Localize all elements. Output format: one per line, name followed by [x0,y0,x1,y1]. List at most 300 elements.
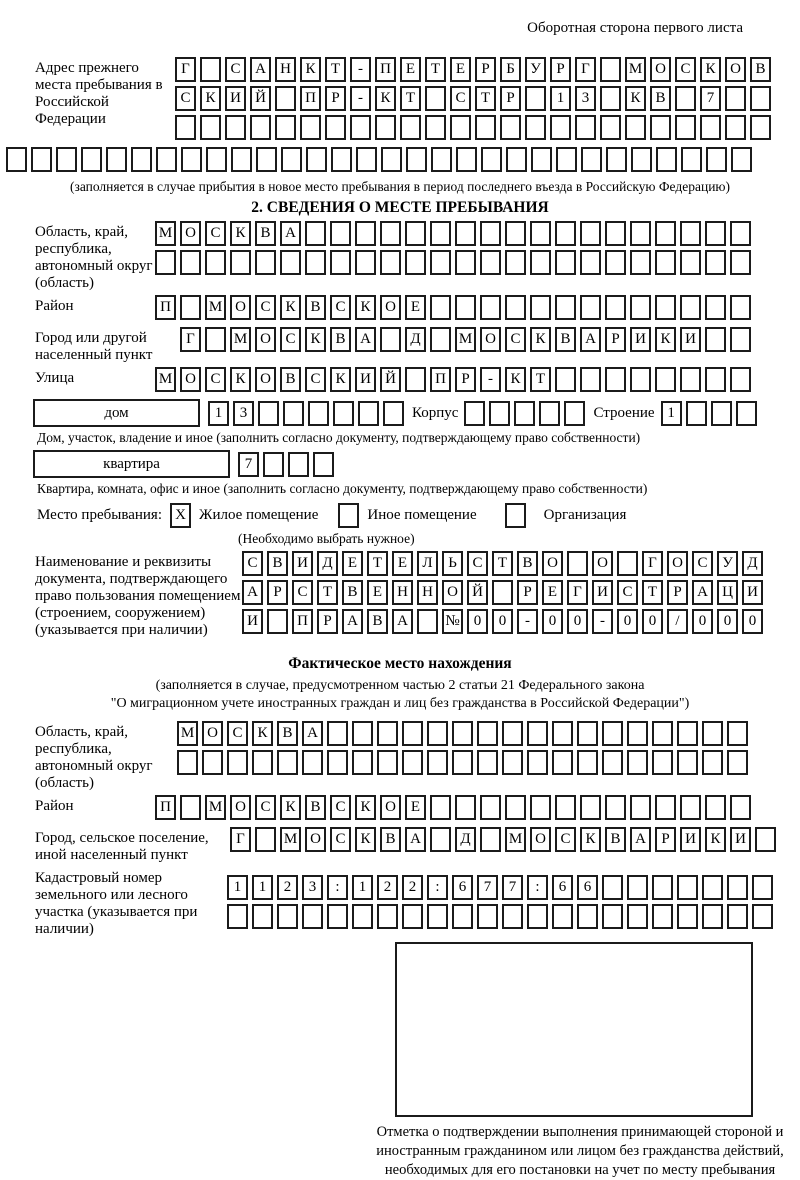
char-box[interactable] [502,750,523,775]
char-box[interactable] [313,452,334,477]
char-box[interactable] [230,250,251,275]
char-box[interactable] [527,721,548,746]
char-box[interactable]: Е [542,580,563,605]
char-box[interactable] [56,147,77,172]
char-box[interactable] [430,295,451,320]
char-box[interactable]: Е [450,57,471,82]
char-box[interactable] [480,295,501,320]
char-box[interactable]: В [605,827,626,852]
char-box[interactable] [277,904,298,929]
char-box[interactable]: 1 [208,401,229,426]
char-box[interactable]: - [592,609,613,634]
char-box[interactable]: 6 [552,875,573,900]
char-box[interactable]: Н [417,580,438,605]
char-box[interactable] [477,750,498,775]
char-box[interactable]: 1 [352,875,373,900]
char-box[interactable] [600,115,621,140]
char-box[interactable]: Р [605,327,626,352]
char-box[interactable] [402,721,423,746]
char-box[interactable] [427,721,448,746]
char-box[interactable]: М [205,295,226,320]
char-box[interactable]: Д [317,551,338,576]
char-box[interactable]: Б [500,57,521,82]
char-box[interactable]: В [277,721,298,746]
char-box[interactable] [677,750,698,775]
char-box[interactable] [580,295,601,320]
char-box[interactable] [430,827,451,852]
char-box[interactable] [550,115,571,140]
char-box[interactable] [680,795,701,820]
char-box[interactable] [302,750,323,775]
char-box[interactable]: И [592,580,613,605]
char-box[interactable]: Р [550,57,571,82]
char-box[interactable]: 0 [692,609,713,634]
char-box[interactable] [489,401,510,426]
char-box[interactable] [330,221,351,246]
char-box[interactable] [306,147,327,172]
char-box[interactable] [456,147,477,172]
char-box[interactable]: Н [275,57,296,82]
char-box[interactable]: К [700,57,721,82]
char-box[interactable]: М [505,827,526,852]
char-box[interactable] [480,221,501,246]
char-box[interactable]: 0 [492,609,513,634]
char-box[interactable] [552,750,573,775]
char-box[interactable] [677,721,698,746]
char-box[interactable]: А [250,57,271,82]
char-box[interactable] [630,250,651,275]
char-box[interactable]: П [375,57,396,82]
char-box[interactable] [480,250,501,275]
char-box[interactable]: Т [425,57,446,82]
char-box[interactable] [705,327,726,352]
char-box[interactable]: 0 [742,609,763,634]
char-box[interactable]: О [230,295,251,320]
char-box[interactable]: С [692,551,713,576]
char-box[interactable]: И [680,827,701,852]
char-box[interactable]: Ь [442,551,463,576]
char-box[interactable] [552,721,573,746]
char-box[interactable]: М [177,721,198,746]
char-box[interactable]: В [555,327,576,352]
char-box[interactable] [255,250,276,275]
char-box[interactable]: А [630,827,651,852]
char-box[interactable]: 7 [238,452,259,477]
char-box[interactable]: 0 [617,609,638,634]
char-box[interactable] [727,904,748,929]
char-box[interactable] [577,721,598,746]
char-box[interactable] [530,221,551,246]
char-box[interactable] [502,721,523,746]
char-box[interactable] [555,250,576,275]
char-box[interactable]: К [230,367,251,392]
char-box[interactable]: 2 [277,875,298,900]
char-box[interactable]: 3 [575,86,596,111]
char-box[interactable]: О [255,327,276,352]
char-box[interactable]: 1 [252,875,273,900]
char-box[interactable]: С [255,295,276,320]
char-box[interactable]: А [580,327,601,352]
char-box[interactable]: Й [380,367,401,392]
char-box[interactable] [425,115,446,140]
char-box[interactable] [750,115,771,140]
char-box[interactable] [652,875,673,900]
char-box[interactable]: - [517,609,538,634]
char-box[interactable] [380,250,401,275]
char-box[interactable] [106,147,127,172]
char-box[interactable]: В [650,86,671,111]
char-box[interactable]: С [280,327,301,352]
char-box[interactable]: К [300,57,321,82]
char-box[interactable] [655,221,676,246]
char-box[interactable] [252,904,273,929]
char-box[interactable]: Й [250,86,271,111]
char-box[interactable] [705,795,726,820]
char-box[interactable] [531,147,552,172]
char-box[interactable]: О [480,327,501,352]
char-box[interactable] [450,115,471,140]
char-box[interactable] [680,250,701,275]
char-box[interactable]: К [252,721,273,746]
char-box[interactable] [430,221,451,246]
char-box[interactable]: М [455,327,476,352]
char-box[interactable] [481,147,502,172]
char-box[interactable] [492,580,513,605]
char-box[interactable] [702,750,723,775]
char-box[interactable]: К [355,827,376,852]
char-box[interactable] [630,221,651,246]
char-box[interactable]: В [330,327,351,352]
char-box[interactable]: Р [267,580,288,605]
char-box[interactable]: М [155,367,176,392]
char-box[interactable]: И [730,827,751,852]
char-box[interactable]: С [330,827,351,852]
char-box[interactable] [730,295,751,320]
char-box[interactable] [325,115,346,140]
char-box[interactable]: В [255,221,276,246]
char-box[interactable] [255,827,276,852]
char-box[interactable]: 1 [550,86,571,111]
char-box[interactable] [731,147,752,172]
char-box[interactable] [650,115,671,140]
char-box[interactable]: У [525,57,546,82]
char-box[interactable]: Н [392,580,413,605]
char-box[interactable] [402,904,423,929]
char-box[interactable] [356,147,377,172]
char-box[interactable]: Е [392,551,413,576]
char-box[interactable] [350,115,371,140]
char-box[interactable]: С [555,827,576,852]
char-box[interactable] [302,904,323,929]
char-box[interactable]: О [230,795,251,820]
char-box[interactable] [181,147,202,172]
char-box[interactable] [680,367,701,392]
char-box[interactable]: Г [180,327,201,352]
char-box[interactable]: К [580,827,601,852]
char-box[interactable] [225,115,246,140]
char-box[interactable] [730,221,751,246]
char-box[interactable] [300,115,321,140]
char-box[interactable] [680,295,701,320]
char-box[interactable] [380,221,401,246]
char-box[interactable] [711,401,732,426]
char-box[interactable]: Г [175,57,196,82]
char-box[interactable] [381,147,402,172]
char-box[interactable]: Р [667,580,688,605]
char-box[interactable] [605,250,626,275]
char-box[interactable]: О [650,57,671,82]
char-box[interactable]: 0 [717,609,738,634]
char-box[interactable] [602,721,623,746]
char-box[interactable]: В [280,367,301,392]
char-box[interactable] [180,250,201,275]
char-box[interactable] [202,750,223,775]
char-box[interactable]: К [200,86,221,111]
char-box[interactable]: / [667,609,688,634]
char-box[interactable]: О [530,827,551,852]
char-box[interactable] [539,401,560,426]
char-box[interactable] [505,250,526,275]
char-box[interactable] [730,795,751,820]
char-box[interactable] [605,795,626,820]
char-box[interactable]: В [367,609,388,634]
char-box[interactable] [605,221,626,246]
char-box[interactable]: И [292,551,313,576]
char-box[interactable]: С [450,86,471,111]
char-box[interactable] [405,367,426,392]
char-box[interactable] [527,750,548,775]
char-box[interactable]: О [180,367,201,392]
char-box[interactable]: О [180,221,201,246]
char-box[interactable] [755,827,776,852]
char-box[interactable] [675,115,696,140]
char-box[interactable]: 7 [700,86,721,111]
char-box[interactable] [527,904,548,929]
char-box[interactable]: 6 [452,875,473,900]
char-box[interactable]: О [380,795,401,820]
char-box[interactable] [250,115,271,140]
char-box[interactable] [305,250,326,275]
char-box[interactable]: Р [317,609,338,634]
char-box[interactable] [577,904,598,929]
char-box[interactable] [655,250,676,275]
char-box[interactable] [555,795,576,820]
char-box[interactable] [730,250,751,275]
char-box[interactable]: С [292,580,313,605]
char-box[interactable] [705,250,726,275]
char-box[interactable]: М [155,221,176,246]
char-box[interactable] [352,904,373,929]
char-box[interactable] [308,401,329,426]
char-box[interactable]: Г [567,580,588,605]
char-box[interactable]: А [392,609,413,634]
char-box[interactable]: А [355,327,376,352]
char-box[interactable]: Т [325,57,346,82]
char-box[interactable] [475,115,496,140]
char-box[interactable] [288,452,309,477]
char-box[interactable]: Д [405,327,426,352]
char-box[interactable]: В [267,551,288,576]
char-box[interactable]: С [255,795,276,820]
char-box[interactable]: : [327,875,348,900]
char-box[interactable]: И [242,609,263,634]
char-box[interactable] [752,875,773,900]
char-box[interactable] [602,904,623,929]
char-box[interactable] [705,221,726,246]
char-box[interactable]: И [630,327,651,352]
char-box[interactable] [627,904,648,929]
char-box[interactable] [705,295,726,320]
char-box[interactable] [452,721,473,746]
char-box[interactable]: В [517,551,538,576]
char-box[interactable] [275,115,296,140]
char-box[interactable] [602,875,623,900]
char-box[interactable] [655,795,676,820]
char-box[interactable] [580,367,601,392]
char-box[interactable] [452,750,473,775]
char-box[interactable]: О [667,551,688,576]
char-box[interactable] [156,147,177,172]
char-box[interactable] [338,503,359,528]
char-box[interactable]: С [205,367,226,392]
char-box[interactable]: В [305,795,326,820]
char-box[interactable] [205,250,226,275]
char-box[interactable] [530,250,551,275]
char-box[interactable]: О [305,827,326,852]
char-box[interactable] [131,147,152,172]
char-box[interactable]: И [680,327,701,352]
char-box[interactable] [505,795,526,820]
char-box[interactable] [677,904,698,929]
char-box[interactable] [180,795,201,820]
char-box[interactable] [405,250,426,275]
char-box[interactable]: И [225,86,246,111]
char-box[interactable] [333,401,354,426]
char-box[interactable]: К [530,327,551,352]
char-box[interactable]: Т [475,86,496,111]
char-box[interactable] [514,401,535,426]
char-box[interactable] [355,250,376,275]
char-box[interactable]: Д [742,551,763,576]
char-box[interactable]: 0 [467,609,488,634]
char-box[interactable] [280,250,301,275]
char-box[interactable] [602,750,623,775]
char-box[interactable]: 2 [377,875,398,900]
char-box[interactable]: О [725,57,746,82]
char-box[interactable]: Р [500,86,521,111]
char-box[interactable] [702,721,723,746]
char-box[interactable] [505,221,526,246]
char-box[interactable]: Ц [717,580,738,605]
char-box[interactable]: А [302,721,323,746]
char-box[interactable] [577,750,598,775]
char-box[interactable]: Е [405,795,426,820]
char-box[interactable] [227,750,248,775]
char-box[interactable] [505,503,526,528]
char-box[interactable] [227,904,248,929]
char-box[interactable]: 6 [577,875,598,900]
char-box[interactable] [180,295,201,320]
char-box[interactable] [377,750,398,775]
char-box[interactable]: - [480,367,501,392]
char-box[interactable] [430,250,451,275]
char-box[interactable] [600,57,621,82]
char-box[interactable]: А [405,827,426,852]
char-box[interactable] [464,401,485,426]
char-box[interactable] [205,327,226,352]
char-box[interactable] [730,367,751,392]
char-box[interactable]: С [330,795,351,820]
char-box[interactable] [400,115,421,140]
char-box[interactable] [275,86,296,111]
char-box[interactable] [383,401,404,426]
char-box[interactable] [252,750,273,775]
char-box[interactable]: Р [517,580,538,605]
char-box[interactable] [752,904,773,929]
char-box[interactable] [417,609,438,634]
char-box[interactable]: 7 [502,875,523,900]
char-box[interactable] [606,147,627,172]
char-box[interactable] [352,721,373,746]
char-box[interactable]: К [355,295,376,320]
char-box[interactable] [402,750,423,775]
char-box[interactable] [477,904,498,929]
char-box[interactable]: П [430,367,451,392]
char-box[interactable] [506,147,527,172]
char-box[interactable] [730,327,751,352]
char-box[interactable] [455,250,476,275]
char-box[interactable] [177,750,198,775]
char-box[interactable]: К [375,86,396,111]
char-box[interactable]: В [305,295,326,320]
char-box[interactable]: Е [405,295,426,320]
char-box[interactable]: А [342,609,363,634]
char-box[interactable] [200,57,221,82]
char-box[interactable] [281,147,302,172]
char-box[interactable]: М [205,795,226,820]
char-box[interactable] [477,721,498,746]
char-box[interactable] [352,750,373,775]
char-box[interactable] [405,221,426,246]
char-box[interactable] [283,401,304,426]
char-box[interactable]: М [230,327,251,352]
char-box[interactable] [652,904,673,929]
char-box[interactable]: 7 [477,875,498,900]
char-box[interactable]: О [442,580,463,605]
char-box[interactable] [327,904,348,929]
char-box[interactable] [155,250,176,275]
char-box[interactable]: О [592,551,613,576]
char-box[interactable]: 1 [227,875,248,900]
char-box[interactable] [206,147,227,172]
char-box[interactable] [502,904,523,929]
char-box[interactable] [627,875,648,900]
char-box[interactable] [525,86,546,111]
char-box[interactable] [655,367,676,392]
char-box[interactable] [655,295,676,320]
char-box[interactable]: С [205,221,226,246]
char-box[interactable]: Т [317,580,338,605]
char-box[interactable]: В [342,580,363,605]
char-box[interactable] [375,115,396,140]
char-box[interactable] [627,750,648,775]
char-box[interactable]: К [355,795,376,820]
char-box[interactable]: М [280,827,301,852]
char-box[interactable]: X [170,503,191,528]
char-box[interactable] [327,750,348,775]
char-box[interactable] [725,115,746,140]
char-box[interactable] [305,221,326,246]
